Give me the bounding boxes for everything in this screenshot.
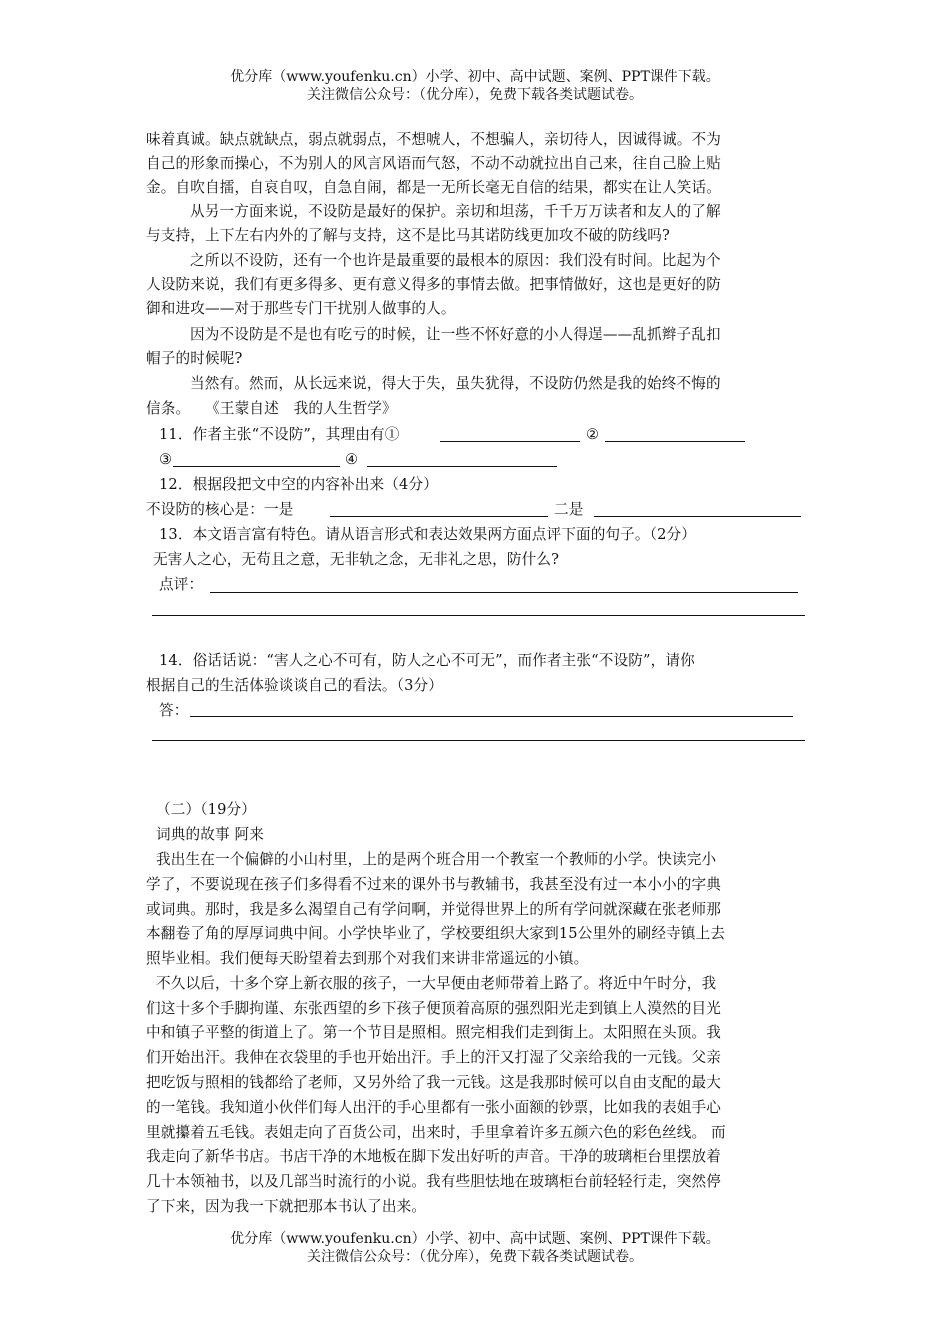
- section-2-title: 词典的故事 阿来: [156, 826, 264, 843]
- story-line: 中和镇子平整的街道上了。第一个节目是照相。照完相我们走到街上。太阳照在头顶。我: [146, 1024, 722, 1041]
- passage-line: 信条。 《王蒙自述 我的人生哲学》: [146, 400, 397, 417]
- story-line: 我出生在一个偏僻的小山村里，上的是两个班合用一个教室一个教师的小学。快读完小: [156, 851, 717, 868]
- story-line: 不久以后，十多个穿上新衣服的孩子，一大早便由老师带着上路了。将近中午时分，我: [156, 975, 717, 992]
- footer-line-2: 关注微信公众号：（优分库），免费下载各类试题试卷。: [307, 1249, 643, 1265]
- question-12-prompt-2: 二是: [554, 501, 584, 518]
- question-13-quote: 无害人之心，无苟且之意，无非轨之念，无非礼之思，防什么?: [153, 551, 560, 568]
- header-line-2: 关注微信公众号：（优分库），免费下载各类试题试卷。: [307, 87, 643, 103]
- answer-line-13-2[interactable]: [152, 615, 805, 616]
- passage-line: 当然有。然而，从长远来说，得大于失，虽失犹得，不设防仍然是我的始终不悔的: [190, 375, 721, 392]
- answer-blank-11-4[interactable]: [367, 466, 557, 467]
- answer-blank-12-2[interactable]: [594, 516, 801, 517]
- passage-line: 从另一方面来说，不设防是最好的保护。亲切和坦荡，千千万万读者和友人的了解: [190, 203, 721, 220]
- passage-line: 金。自吹自擂，自哀自叹，自急自闹，都是一无所长毫无自信的结果，都实在让人笑话。: [146, 179, 722, 196]
- story-line: 了下来，因为我一下就把那本书认了出来。: [146, 1198, 427, 1215]
- question-11-marker-4: ④: [345, 451, 359, 468]
- answer-line-14-1[interactable]: [190, 716, 793, 717]
- answer-line-13-1[interactable]: [210, 592, 798, 593]
- section-2-heading: （二）（19分）: [156, 801, 257, 818]
- passage-line: 之所以不设防，还有一个也许是最重要的最根本的原因：我们没有时间。比起为个: [190, 252, 721, 269]
- passage-line: 人设防来说，我们有更多得多、更有意义得多的事情去做。把事情做好，这也是更好的防: [146, 276, 722, 293]
- footer-line-1: 优分库（www.youfenku.cn）小学、初中、高中试题、案例、PPT课件下载。: [230, 1231, 720, 1247]
- story-line: 们开始出汗。我伸在衣袋里的手也开始出汗。手上的汗又打湿了父亲给我的一元钱。父亲: [146, 1049, 722, 1066]
- answer-line-14-2[interactable]: [152, 740, 805, 741]
- story-line: 本翻卷了角的厚厚词典中间。小学快毕业了，学校要组织大家到15公里外的刷经寺镇上去: [146, 925, 726, 942]
- story-line: 照毕业相。我们便每天盼望着去到那个对我们来讲非常遥远的小镇。: [146, 950, 589, 967]
- passage-line: 因为不设防是不是也有吃亏的时候，让一些不怀好意的小人得逞——乱抓辫子乱扣: [190, 326, 721, 343]
- question-14-text-1: 14．俗话话说：“害人之心不可有，防人之心不可无”，而作者主张“不设防”，请你: [159, 652, 695, 669]
- passage-line: 自己的形象而操心，不为别人的风言风语而气怒，不动不动就拉出自己来，往自己脸上贴: [146, 155, 722, 172]
- story-line: 或词典。那时，我是多么渴望自己有学问啊，并觉得世界上的所有学问就深藏在张老师那: [146, 901, 722, 918]
- story-line: 几十本领袖书，以及几部当时流行的小说。我有些胆怯地在玻璃柜台前轻轻行走，突然停: [146, 1173, 722, 1190]
- passage-line: 味着真诚。缺点就缺点，弱点就弱点，不想唬人，不想骗人，亲切待人，因诚得诚。不为: [146, 131, 722, 148]
- story-line: 们这十多个手脚拘谨、东张西望的乡下孩子便顶着高原的强烈阳光走到镇上人漠然的目光: [146, 1000, 722, 1017]
- question-11-marker-3: ③: [159, 451, 173, 468]
- story-line: 把吃饭与照相的钱都给了老师，又另外给了我一元钱。这是我那时候可以自由支配的最大: [146, 1074, 722, 1091]
- story-line: 的一笔钱。我知道小伙伴们每人出汗的手心里都有一张小面额的钞票，比如我的表姐手心: [146, 1099, 722, 1116]
- question-14-label: 答：: [159, 702, 189, 719]
- passage-line: 与支持，上下左右内外的了解与支持，这不是比马其诺防线更加攻不破的防线吗?: [146, 227, 671, 244]
- answer-blank-12-1[interactable]: [330, 516, 548, 517]
- story-line: 我走向了新华书店。书店干净的木地板在脚下发出好听的声音。干净的玻璃柜台里摆放着: [146, 1148, 722, 1165]
- question-13-label: 点评：: [159, 576, 204, 593]
- answer-blank-11-2[interactable]: [605, 441, 745, 442]
- story-line: 学了，不要说现在孩子们多得看不过来的课外书与教辅书，我甚至没有过一本小小的字典: [146, 876, 722, 893]
- question-11-marker-2: ②: [586, 426, 600, 443]
- question-12-prompt-1: 不设防的核心是：一是: [146, 501, 294, 518]
- answer-blank-11-3[interactable]: [173, 466, 340, 467]
- question-13-text: 13．本文语言富有特色。请从语言形式和表达效果两方面点评下面的句子。（2分）: [159, 526, 697, 543]
- question-14-text-2: 根据自己的生活体验谈谈自己的看法。（3分）: [146, 677, 444, 694]
- question-11-text: 11．作者主张“不设防”，其理由有①: [159, 426, 400, 443]
- story-line: 里就攥着五毛钱。表姐走向了百货公司，出来时，手里拿着许多五颜六色的彩色丝线。 而: [146, 1124, 726, 1141]
- passage-line: 帽子的时候呢?: [146, 350, 243, 367]
- answer-blank-11-1[interactable]: [440, 441, 580, 442]
- header-line-1: 优分库（www.youfenku.cn）小学、初中、高中试题、案例、PPT课件下载。: [230, 69, 720, 85]
- question-12-text: 12．根据段把文中空的内容补出来（4分）: [159, 476, 438, 493]
- passage-line: 御和进攻——对于那些专门干扰别人做事的人。: [146, 300, 456, 317]
